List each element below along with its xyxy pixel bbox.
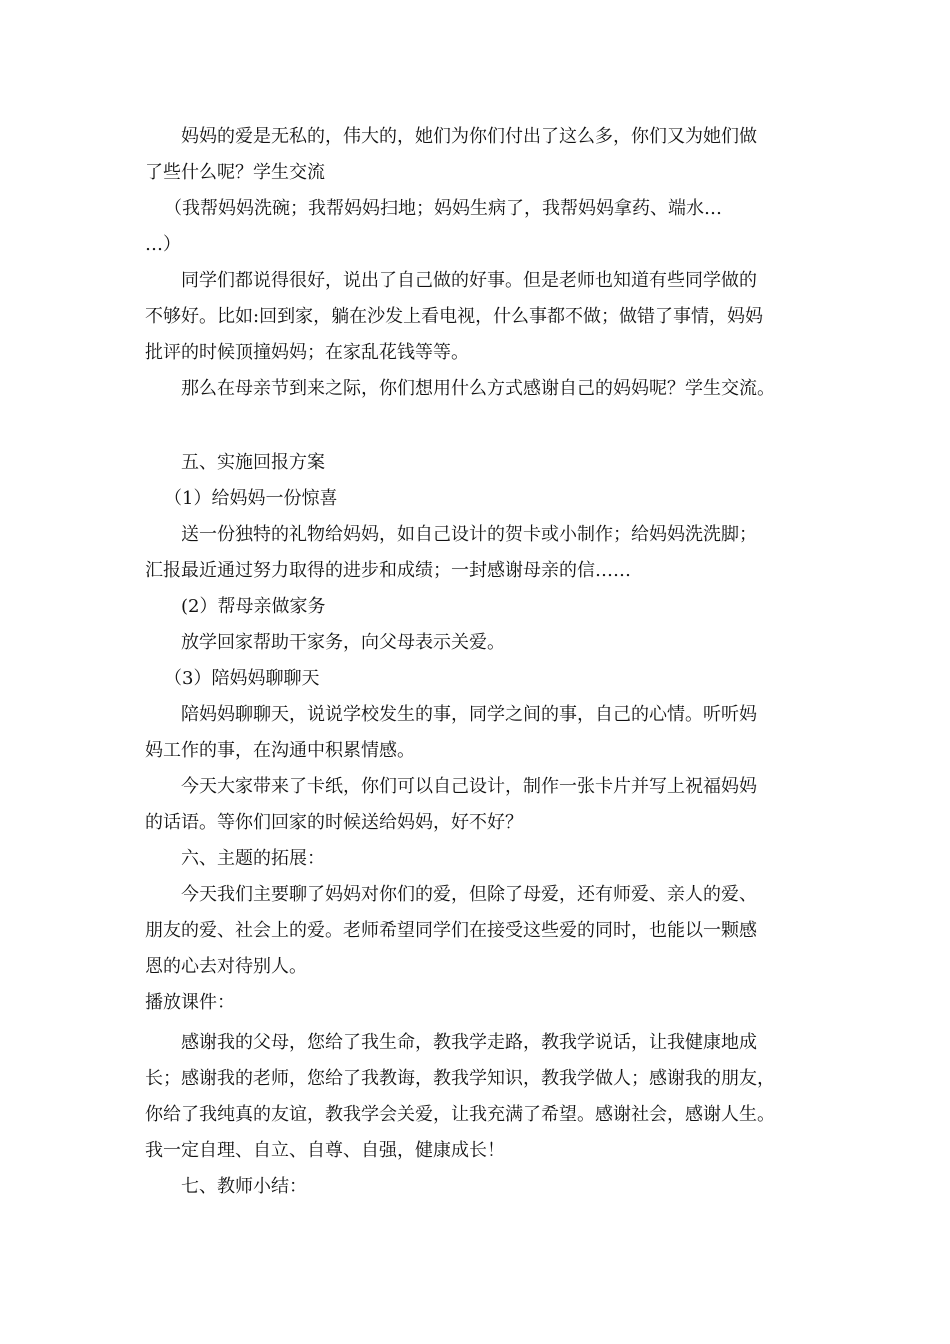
paragraph-line: 播放课件： — [145, 992, 235, 1013]
paragraph-line: 长；感谢我的老师，您给了我教诲，教我学知识，教我学做人；感谢我的朋友， — [145, 1068, 775, 1089]
section-heading: 七、教师小结： — [181, 1176, 307, 1197]
paragraph-line: 妈妈的爱是无私的，伟大的，她们为你们付出了这么多，你们又为她们做 — [181, 126, 757, 147]
subsection-heading: （1）给妈妈一份惊喜 — [164, 488, 338, 509]
paragraph-line: 批评的时候顶撞妈妈；在家乱花钱等等。 — [145, 342, 469, 363]
paragraph-line: 妈工作的事，在沟通中积累情感。 — [145, 740, 415, 761]
paragraph-line: 放学回家帮助干家务，向父母表示关爱。 — [181, 632, 505, 653]
paragraph-line: 感谢我的父母，您给了我生命，教我学走路，教我学说话，让我健康地成 — [181, 1032, 757, 1053]
subsection-heading: （3）陪妈妈聊聊天 — [164, 668, 320, 689]
paragraph-line: 今天我们主要聊了妈妈对你们的爱，但除了母爱，还有师爱、亲人的爱、 — [181, 884, 757, 905]
paragraph-line: （我帮妈妈洗碗；我帮妈妈扫地；妈妈生病了，我帮妈妈拿药、端水… — [164, 198, 722, 219]
paragraph-line: 送一份独特的礼物给妈妈，如自己设计的贺卡或小制作；给妈妈洗洗脚； — [181, 524, 757, 545]
paragraph-line: 汇报最近通过努力取得的进步和成绩；一封感谢母亲的信…… — [145, 560, 631, 581]
paragraph-line: 的话语。等你们回家的时候送给妈妈，好不好？ — [145, 812, 523, 833]
paragraph-line: 了些什么呢？学生交流 — [145, 162, 325, 183]
paragraph-line: 那么在母亲节到来之际，你们想用什么方式感谢自己的妈妈呢？学生交流。 — [181, 378, 775, 399]
paragraph-line: 不够好。比如:回到家，躺在沙发上看电视，什么事都不做；做错了事情，妈妈 — [145, 306, 764, 327]
paragraph-line: 朋友的爱、社会上的爱。老师希望同学们在接受这些爱的同时，也能以一颗感 — [145, 920, 757, 941]
paragraph-line: 恩的心去对待别人。 — [145, 956, 307, 977]
section-heading: 五、实施回报方案 — [181, 452, 325, 473]
paragraph-line: 陪妈妈聊聊天，说说学校发生的事，同学之间的事，自己的心情。听听妈 — [181, 704, 757, 725]
paragraph-line: 同学们都说得很好，说出了自己做的好事。但是老师也知道有些同学做的 — [181, 270, 757, 291]
subsection-heading: (2）帮母亲做家务 — [181, 596, 326, 617]
paragraph-line: …） — [145, 234, 181, 255]
paragraph-line: 你给了我纯真的友谊，教我学会关爱，让我充满了希望。感谢社会，感谢人生。 — [145, 1104, 775, 1125]
paragraph-line: 我一定自理、自立、自尊、自强，健康成长！ — [145, 1140, 505, 1161]
paragraph-line: 今天大家带来了卡纸，你们可以自己设计，制作一张卡片并写上祝福妈妈 — [181, 776, 757, 797]
section-heading: 六、主题的拓展： — [181, 848, 325, 869]
